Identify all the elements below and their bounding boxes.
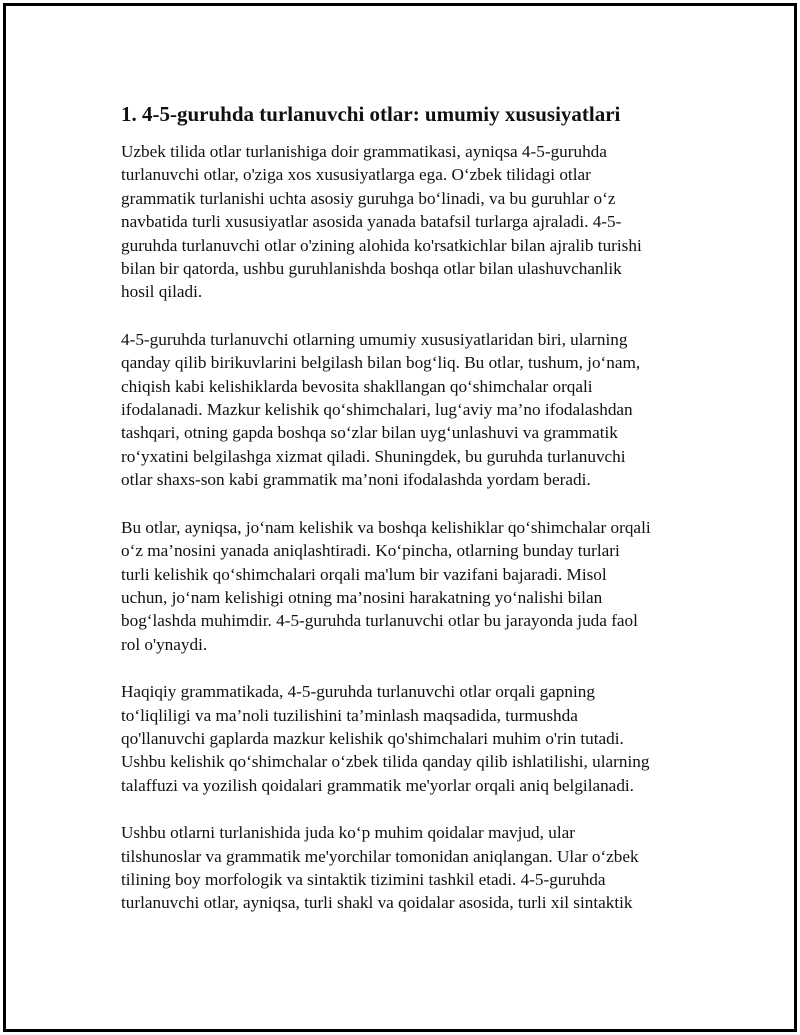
paragraph-1 bbox=[121, 140, 706, 304]
paragraph-3 bbox=[121, 516, 706, 656]
paragraph-4 bbox=[121, 680, 706, 797]
paragraph-line: tashqari, otning gapda boshqa so‘zlar bilan uyg‘unlashuvi va grammatik bbox=[121, 423, 618, 443]
paragraph-line: grammatik turlanishi uchta asosiy guruhga bo‘linadi, va bu guruhlar o‘z bbox=[121, 188, 616, 208]
paragraph-line: turlanuvchi otlar, o'ziga xos xususiyatlarga ega. O‘zbek tilidagi otlar bbox=[121, 165, 591, 185]
paragraph-line: tilining boy morfologik va sintaktik tizimini tashkil etadi. 4-5-guruhda bbox=[121, 869, 606, 889]
paragraph-line: Ushbu otlarni turlanishida juda ko‘p muhim qoidalar mavjud, ular bbox=[121, 823, 575, 843]
paragraph-line: ifodalanadi. Mazkur kelishik qo‘shimchalari, lug‘aviy ma’no ifodalashdan bbox=[121, 400, 633, 420]
paragraph-line: Haqiqiy grammatikada, 4-5-guruhda turlanuvchi otlar orqali gapning bbox=[121, 682, 595, 702]
paragraph-line: rol o'ynaydi. bbox=[121, 634, 208, 654]
paragraph-line: Uzbek tilida otlar turlanishiga doir grammatikasi, ayniqsa 4-5-guruhda bbox=[121, 142, 607, 161]
paragraph-line: turlanuvchi otlar, ayniqsa, turli shakl va qoidalar asosida, turli xil sintaktik bbox=[121, 893, 633, 913]
document-body bbox=[121, 101, 706, 939]
paragraph-line: guruhda turlanuvchi otlar o'zining alohida ko'rsatkichlar bilan ajralib turishi bbox=[121, 235, 642, 255]
paragraph-line: hosil qiladi. bbox=[121, 282, 203, 302]
paragraph-line: qo'llanuvchi gaplarda mazkur kelishik qo'shimchalari muhim o'rin tutadi. bbox=[121, 728, 624, 748]
paragraph-line: talaffuzi va yozilish qoidalari grammatik me'yorlar orqali aniq belgilanadi. bbox=[121, 775, 634, 795]
paragraph-2 bbox=[121, 328, 706, 492]
paragraph-line: navbatida turli xususiyatlar asosida yanada batafsil turlarga ajraladi. 4-5- bbox=[121, 212, 622, 232]
paragraph-line: qanday qilib birikuvlarini belgilash bilan bog‘liq. Bu otlar, tushum, jo‘nam, bbox=[121, 353, 641, 373]
paragraph-line: chiqish kabi kelishiklarda bevosita shakllangan qo‘shimchalar orqali bbox=[121, 376, 593, 396]
paragraph-line: to‘liqliligi va ma’noli tuzilishini ta’minlash maqsadida, turmushda bbox=[121, 705, 578, 725]
page-frame bbox=[3, 3, 797, 1032]
paragraph-line: turli kelishik qo‘shimchalari orqali ma'lum bir vazifani bajaradi. Misol bbox=[121, 564, 607, 584]
paragraph-line: Bu otlar, ayniqsa, jo‘nam kelishik va boshqa kelishiklar qo‘shimchalar orqali bbox=[121, 517, 651, 537]
paragraph-line: tilshunoslar va grammatik me'yorchilar tomonidan aniqlangan. Ular o‘zbek bbox=[121, 846, 639, 866]
paragraph-5 bbox=[121, 821, 706, 915]
paragraph-line: 4-5-guruhda turlanuvchi otlarning umumiy xususiyatlaridan biri, ularning bbox=[121, 329, 628, 349]
paragraph-line: otlar shaxs-son kabi grammatik ma’noni ifodalashda yordam beradi. bbox=[121, 470, 591, 490]
section-heading: 1. 4-5-guruhda turlanuvchi otlar: umumiy xususiyatlari bbox=[121, 102, 621, 126]
paragraph-line: bog‘lashda muhimdir. 4-5-guruhda turlanuvchi otlar bu jarayonda juda faol bbox=[121, 611, 638, 631]
paragraph-line: ro‘yxatini belgilashga xizmat qiladi. Shuningdek, bu guruhda turlanuvchi bbox=[121, 446, 626, 466]
paragraph-line: uchun, jo‘nam kelishigi otning ma’nosini harakatning yo‘nalishi bilan bbox=[121, 587, 603, 607]
paragraph-line: bilan bir qatorda, ushbu guruhlanishda boshqa otlar bilan ulashuvchanlik bbox=[121, 259, 622, 279]
paragraph-line: o‘z ma’nosini yanada aniqlashtiradi. Ko‘pincha, otlarning bunday turlari bbox=[121, 541, 620, 561]
paragraph-line: Ushbu kelishik qo‘shimchalar o‘zbek tilida qanday qilib ishlatilishi, ularning bbox=[121, 752, 650, 772]
